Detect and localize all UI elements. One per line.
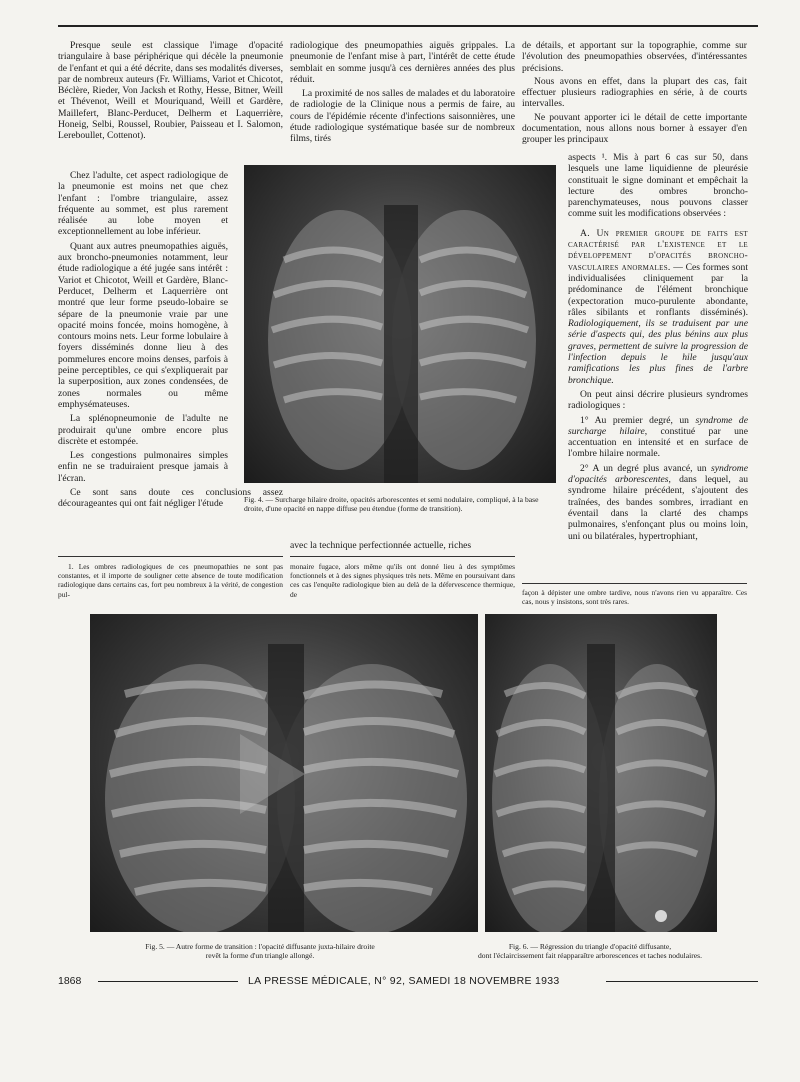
top-rule <box>58 25 758 27</box>
section-a-heading: A. Un premier groupe de faits est caractérisé par l'existence et le développement d'opacités broncho-vasculaires anormales. <box>568 227 748 273</box>
p7-italic: syndrome d'opacités arborescentes <box>568 462 748 486</box>
figure-6-xray-image <box>485 614 717 932</box>
figure-5-caption-line-2: revêt la forme d'un triangle allongé. <box>205 951 315 961</box>
section-a <box>568 228 748 386</box>
footer-rule-right <box>606 981 758 982</box>
figure-5-caption-line-1: Fig. 5. — Autre forme de transition : l'opacité diffusante juxta-hilaire droite <box>145 942 375 951</box>
column-3-narrow <box>568 152 748 542</box>
section-a-text: — Ces formes sont individualisées cliniquement par la prédominance de l'élément bronchique (expectoration muco-purulente abondante, râles sibilants et ronflants disséminés). <box>568 261 749 318</box>
footnote-rule-3 <box>522 583 747 584</box>
journal-title: LA PRESSE MÉDICALE, N° 92, SAMEDI 18 NOVEMBRE 1933 <box>248 975 560 987</box>
figure-4-caption-text: Fig. 4. — Surcharge hilaire droite, opacités arborescentes et semi nodulaire, compliqué, à la base droite, d'une opacité en nappe diffuse peu étendue (forme de transition). <box>244 495 539 514</box>
footnote-3-text: façon à dépister une ombre tardive, nous n'avons rien vu apparaître. Ces cas, nous y insistons, sont très rares. <box>522 588 747 607</box>
col3-paragraph-6 <box>568 415 748 460</box>
column-1-narrow <box>58 170 283 510</box>
col2-bottom-text: avec la technique perfectionnée actuelle, riches <box>290 540 472 551</box>
p6-italic: syndrome de surcharge hilaire <box>568 414 748 437</box>
col1-paragraph-4: La splénopneumonie de l'adulte ne produirait qu'une ombre encore plus discrète et estompée. <box>58 413 228 447</box>
figure-6-caption-line-2: dont l'éclaircissement fait réapparaître arborescences et taches nodulaires. <box>477 951 702 961</box>
footnote-rule-1 <box>58 556 283 557</box>
col3-paragraph-7 <box>568 463 748 542</box>
col1-paragraph-2: Chez l'adulte, cet aspect radiologique de la pneumonie est moins net que chez l'enfant : l'ombre triangulaire, assez fréquente au sommet, est plus rarement réalisée au lobe moyen et exceptionnellement au lobe inférieur. <box>58 170 228 238</box>
col2-paragraph-1: radiologique des pneumopathies aiguës grippales. La pneumonie de l'enfant mise à part, l'intérêt de cette étude semblait en somme jusqu'à ces dernières années des plus réduit. <box>290 40 515 85</box>
figure-4-xray-image <box>244 165 556 483</box>
col3-paragraph-1: de détails, et apportant sur la topographie, comme sur l'évolution des pneumopathies observées, d'intéressantes précisions. <box>522 40 747 74</box>
figure-5-caption <box>90 942 430 960</box>
page-footer <box>58 975 758 989</box>
page-number: 1868 <box>58 975 82 987</box>
col3-paragraph-5: On peut ainsi décrire plusieurs syndromes radiologiques : <box>568 388 748 412</box>
footer-rule-left <box>98 981 238 982</box>
footnote-2 <box>290 562 515 599</box>
col1-paragraph-6: Ce sont sans doute ces conclusions assez décourageantes qui ont fait négliger l'étude <box>58 487 283 510</box>
col2-bottom-line <box>290 540 515 551</box>
footnote-3 <box>522 588 747 606</box>
figure-6-caption <box>430 942 750 960</box>
column-1 <box>58 40 283 142</box>
col3-paragraph-3a: Ne pouvant apporter ici le détail de cette importante documentation, nous allons nous borner à essayer d'en grouper les principaux <box>522 111 747 146</box>
col1-paragraph-1: Presque seule est classique l'image d'opacité triangulaire à base périphérique qui décèle la pneumonie de l'enfant et qui a été décrite, dans ses modalités diverses, par de nombreux auteurs (Fr. Williams, Variot et Chicotot, Béclère, Rieder, Von Jacksh et Rothy, Hesse, Bitner, Weill et Thévenot, Weill et Mouriquand, Weill et Gardère, Maillefert, Blanc-Perducet, Delherm et Laquerrière, Honeig, Selbi, Roussel, Roubier, Paisseau et I. Salomon, Lereboullet, Cottenot). <box>58 40 283 142</box>
figure-6-caption-line-1: Fig. 6. — Régression du triangle d'opacité diffusante, <box>508 942 672 951</box>
column-2 <box>290 40 515 145</box>
footnote-rule-2 <box>290 556 515 557</box>
section-a-italic: Radiologiquement, ils se traduisent par une série d'aspects qui, des plus bénins aux plus graves, permettent de suivre la progression de l'infection depuis le hile jusqu'aux ramifications les plus fines de l'arbre bronchique. <box>568 318 748 386</box>
figure-4-caption <box>244 495 556 513</box>
column-3 <box>522 40 747 146</box>
col2-paragraph-2: La proximité de nos salles de malades et du laboratoire de radiologie de la Clinique nous a permis de faire, au cours de l'épidémie récente d'infections saisonnières, une étude radiologique systématique basée sur de nombreux films, tirés <box>290 88 515 145</box>
p7-end: , dans lequel, au syndrome hilaire précédent, s'ajoutent des traînées, des bandes sombres, irradiant en éventail dans la clarté des champs pulmonaires, s'enfonçant plus ou moins loin, uni ou bilatérales, hypertrophiant, <box>568 474 748 542</box>
col1-paragraph-5: Les congestions pulmonaires simples enfin ne se traduiraient presque jamais à l'écran. <box>58 450 228 484</box>
col3-paragraph-2: Nous avons en effet, dans la plupart des cas, fait effectuer plusieurs radiographies en série, à de courts intervalles. <box>522 75 747 110</box>
p6-start: 1° Au premier degré, un <box>580 414 696 426</box>
col3-paragraph-3b: aspects ¹. Mis à part 6 cas sur 50, dans lesquels une lame liquidienne de pleurésie constituait le signe dominant et empêchait la lecture des ombres broncho-parenchymateuses, nous pouvons classer comme suit les modifications observées : <box>568 152 748 220</box>
col1-paragraph-3: Quant aux autres pneumopathies aiguës, aux broncho-pneumonies notamment, leur étude radiologique a été jugée sans intérêt : Variot et Chicotot, Weill et Gardère, Blanc-Perducet, Delherm et Laquerrière ont montré que leur forme pseudo-lobaire se sépare de la pneumonie vraie par une opacité moins foncée, moins homogène, à contours moins nets. Leur forme lobulaire à foyers disséminés donne lieu à des pommelures encore moins denses, parfois à peine perceptibles, ce qui s'expliquerait par la superposition, aux zones condensées, de zones normales ou même emphysémateuses. <box>58 240 228 410</box>
footnote-2-text: monaire fugace, alors même qu'ils ont donné lieu à des symptômes fonctionnels et à des signes physiques très nets. Même en poursuivant dans ces cas l'enquête radiologique bien au delà de la défervescence thermique, de <box>290 562 515 599</box>
p7-start: 2° A un degré plus avancé, un <box>580 462 712 474</box>
footnote-1-text: 1. Les ombres radiologiques de ces pneumopathies ne sont pas constantes, et il importe de souligner cette absence de toute modification radiologique dans certains cas, fort peu nombreux à la vérité, de congestion pul- <box>58 562 283 599</box>
figure-5-xray-image <box>90 614 478 932</box>
footnote-1 <box>58 562 283 599</box>
p6-end: , constitué par une accentuation en intensité et en surface de l'ombre hilaire normale. <box>568 425 748 460</box>
